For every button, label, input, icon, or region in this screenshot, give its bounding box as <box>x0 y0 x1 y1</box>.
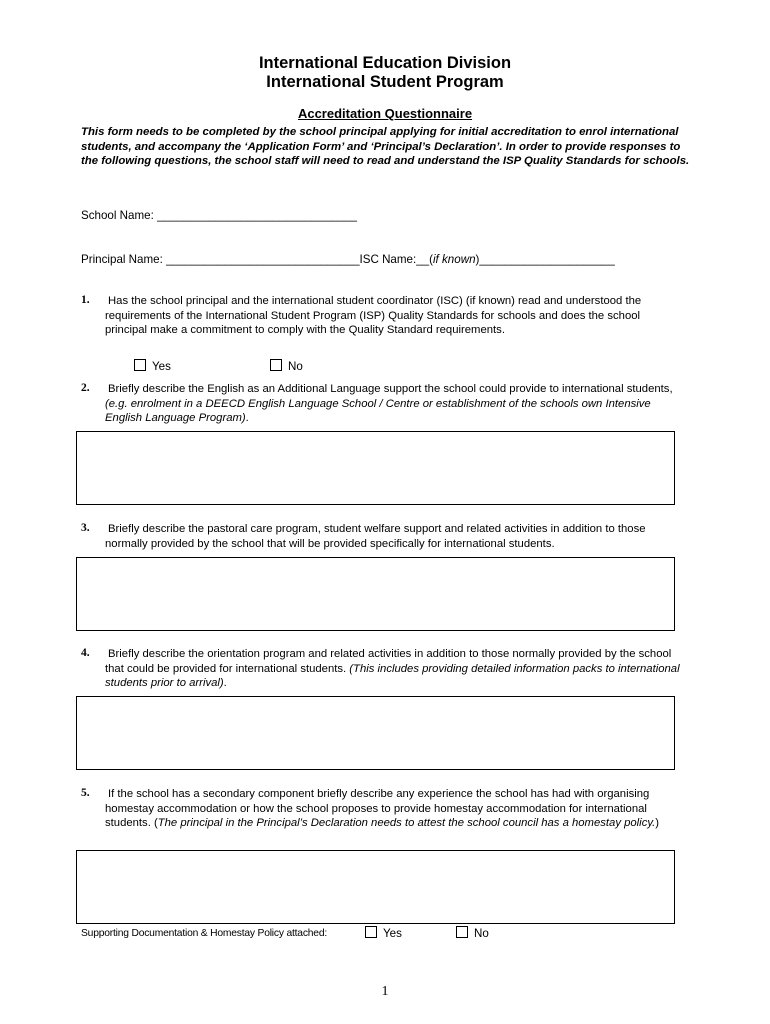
supporting-no-label: No <box>474 927 489 940</box>
question-4-text: Briefly describe the orientation program and related activities in addition to those normally provided by the school that could be provided for international students. (This includes providing detailed information packs to international students prior to arrival). <box>105 648 680 689</box>
supporting-yes-option[interactable] <box>365 926 402 940</box>
school-name-field[interactable] <box>81 209 357 222</box>
question-2-number: 2. <box>81 382 90 394</box>
question-2-answer-box[interactable] <box>76 431 675 505</box>
question-4-number: 4. <box>81 647 90 659</box>
checkbox-icon[interactable] <box>270 359 282 371</box>
question-1-number: 1. <box>81 294 90 306</box>
question-1-yes-option[interactable] <box>134 359 171 373</box>
supporting-documentation-label: Supporting Documentation & Homestay Policy attached: <box>81 928 328 939</box>
isc-name-blank[interactable]: )_____________________ <box>475 253 615 266</box>
checkbox-icon[interactable] <box>134 359 146 371</box>
question-3-text: Briefly describe the pastoral care program, student welfare support and related activities in addition to those normally provided by the school that will be provided specifically for international students. <box>105 523 646 550</box>
document-title: International Education Division <box>258 54 512 72</box>
supporting-yes-label: Yes <box>383 927 402 940</box>
document-subtitle-program: International Student Program <box>266 73 504 91</box>
question-3-answer-box[interactable] <box>76 557 675 631</box>
school-name-label: School Name: <box>81 209 154 222</box>
question-1-text: Has the school principal and the international student coordinator (ISC) (if known) read and understood the requirements of the International Student Program (ISP) Quality Standards for schools and does the school principal make a commitment to comply with the Quality Standard requirements. <box>105 295 642 336</box>
isc-hint: if known <box>432 253 476 266</box>
isc-prefix[interactable]: __( <box>416 253 433 266</box>
principal-name-blank[interactable]: ______________________________ <box>166 253 360 266</box>
form-title: Accreditation Questionnaire <box>297 106 473 121</box>
page-number: 1 <box>381 984 389 999</box>
question-1-no-option[interactable] <box>270 359 303 373</box>
isc-name-label: ISC Name: <box>359 253 417 266</box>
question-5-number: 5. <box>81 787 90 799</box>
question-3-number: 3. <box>81 522 90 534</box>
question-1-yes-label: Yes <box>152 360 171 373</box>
question-4-answer-box[interactable] <box>76 696 675 770</box>
question-1-no-label: No <box>288 360 303 373</box>
school-name-blank[interactable]: _______________________________ <box>157 209 357 222</box>
intro-instructions: This form needs to be completed by the school principal applying for initial accreditation to enrol international students, and accompany the ‘Application Form’ and ‘Principal’s Declaration’. In order to provide responses to the following questions, the school staff will need to read and understand the ISP Quality Standards for schools. <box>81 126 690 167</box>
checkbox-icon[interactable] <box>365 926 377 938</box>
principal-name-label: Principal Name: <box>81 253 163 266</box>
checkbox-icon[interactable] <box>456 926 468 938</box>
principal-name-row <box>81 253 615 266</box>
question-5-answer-box[interactable] <box>76 850 675 924</box>
question-2-text: Briefly describe the English as an Additional Language support the school could provide to international students, (e.g. enrolment in a DEECD English Language School / Centre or establishment of the schools own Intensive English Language Program). <box>105 383 673 424</box>
supporting-no-option[interactable] <box>456 926 489 940</box>
question-5-text: If the school has a secondary component briefly describe any experience the school has had with organising homestay accommodation or how the school proposes to provide homestay accommodation for international students. (The principal in the Principal’s Declaration needs to attest the school council has a homestay policy.) <box>105 788 660 829</box>
